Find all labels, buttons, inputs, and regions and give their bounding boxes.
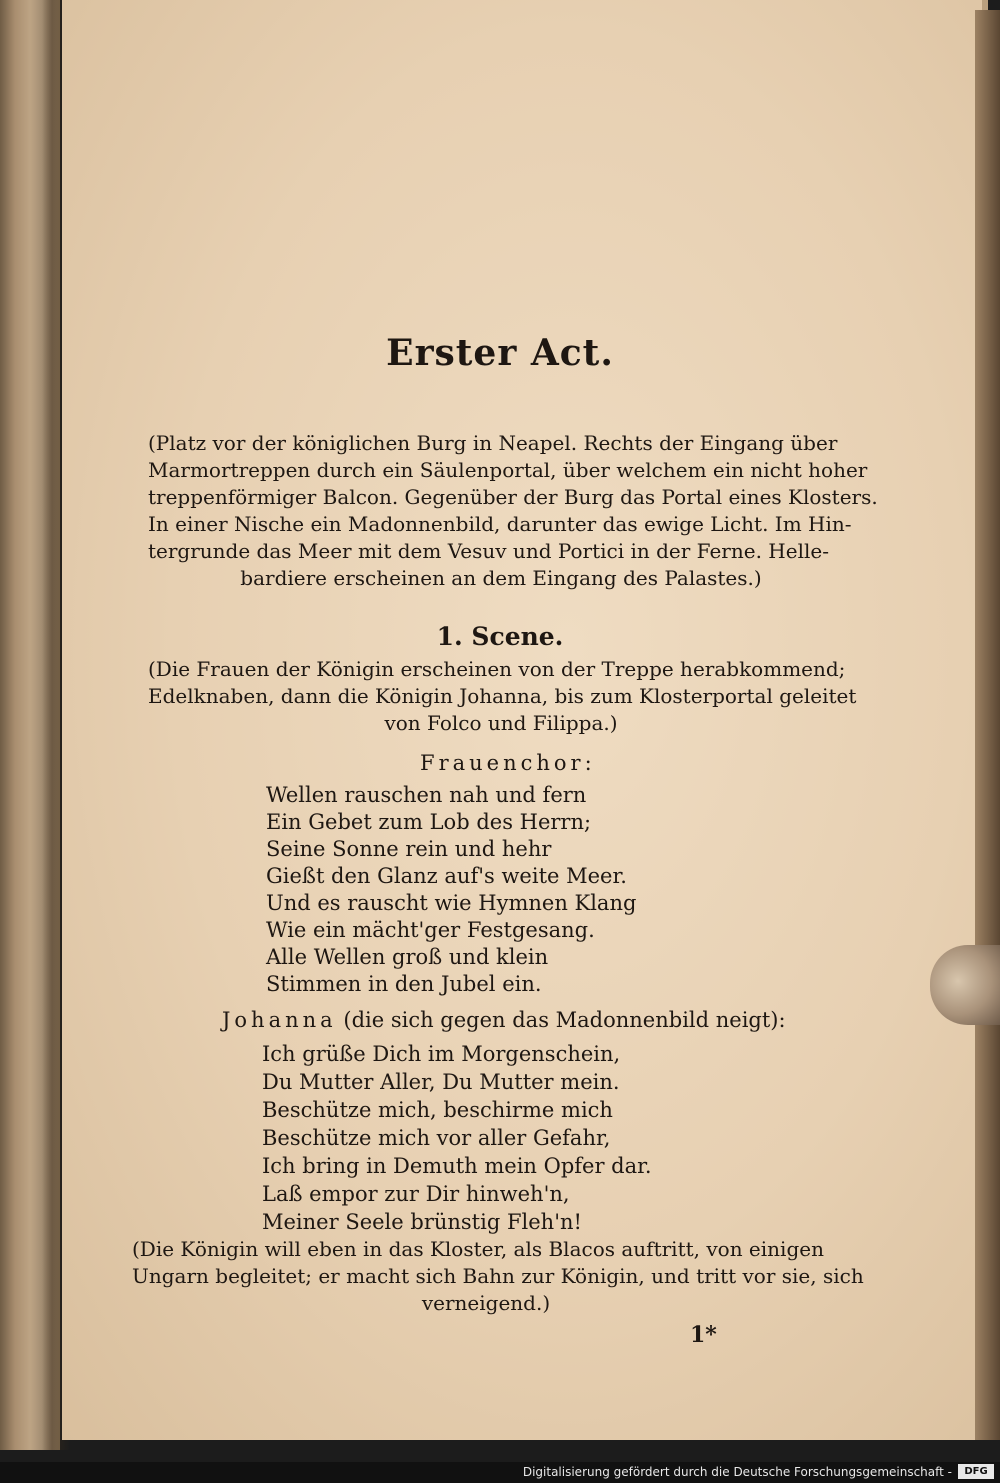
verse-line: Beschütze mich, beschirme mich	[262, 1098, 613, 1122]
stage-direction-setting	[148, 430, 878, 592]
text-line: verneigend.)	[421, 1291, 551, 1315]
footer-credit: Digitalisierung gefördert durch die Deutsche Forschungsgemeinschaft -	[522, 1465, 952, 1479]
stage-direction-blacos	[132, 1236, 864, 1317]
verse-line: Ich bring in Demuth mein Opfer dar.	[262, 1154, 652, 1178]
stage-direction-entrance	[148, 656, 857, 737]
verse-line: Laß empor zur Dir hinweh'n,	[262, 1182, 570, 1206]
right-page-edge	[975, 10, 1000, 1440]
text-line: Edelknaben, dann die Königin Johanna, bis zum Klosterportal geleitet	[148, 684, 857, 708]
text-line: treppenförmiger Balcon. Gegenüber der Burg das Portal eines Klosters.	[148, 485, 878, 509]
verse-line: Seine Sonne rein und hehr	[266, 837, 552, 861]
text-line: von Folco und Filippa.)	[384, 711, 618, 735]
verse-line: Wellen rauschen nah und fern	[266, 783, 587, 807]
text-line: bardiere erscheinen an dem Eingang des Palastes.)	[240, 566, 762, 590]
verse-frauenchor	[266, 782, 636, 998]
verse-line: Ein Gebet zum Lob des Herrn;	[266, 810, 592, 834]
verse-line: Alle Wellen groß und klein	[266, 945, 549, 969]
scene-heading: 1. Scene.	[436, 622, 564, 651]
text-line: Marmortreppen durch ein Säulenportal, über welchem ein nicht hoher	[148, 458, 868, 482]
verse-line: Wie ein mächt'ger Festgesang.	[266, 918, 595, 942]
text-line: (Platz vor der königlichen Burg in Neapel. Rechts der Eingang über	[148, 431, 838, 455]
verse-line: Meiner Seele brünstig Fleh'n!	[262, 1210, 582, 1234]
speaker-johanna	[222, 1008, 786, 1032]
text-line: (Die Königin will eben in das Kloster, als Blacos auftritt, von einigen	[132, 1237, 824, 1261]
verse-line: Und es rauscht wie Hymnen Klang	[266, 891, 637, 915]
verse-johanna	[262, 1040, 652, 1236]
dfg-logo-icon: DFG	[958, 1464, 994, 1479]
verse-line: Ich grüße Dich im Morgenschein,	[262, 1042, 621, 1066]
speaker-name: Johanna	[222, 1008, 337, 1032]
text-line: Ungarn begleitet; er macht sich Bahn zur Königin, und tritt vor sie, sich	[132, 1264, 864, 1288]
verse-line: Gießt den Glanz auf's weite Meer.	[266, 864, 627, 888]
text-line: tergrunde das Meer mit dem Vesuv und Portici in der Ferne. Helle-	[148, 539, 829, 563]
verse-line: Beschütze mich vor aller Gefahr,	[262, 1126, 611, 1150]
verse-line: Du Mutter Aller, Du Mutter mein.	[262, 1070, 620, 1094]
act-title: Erster Act.	[386, 332, 614, 374]
speaker-frauenchor: Frauenchor:	[420, 751, 596, 775]
text-line: In einer Nische ein Madonnenbild, darunter das ewige Licht. Im Hin-	[148, 512, 852, 536]
text-line: (Die Frauen der Königin erscheinen von der Treppe herabkommend;	[148, 657, 846, 681]
page-number: 1*	[690, 1322, 717, 1348]
bookmark-tab	[930, 945, 1000, 1025]
verse-line: Stimmen in den Jubel ein.	[266, 972, 542, 996]
speaker-direction: (die sich gegen das Madonnenbild neigt):	[343, 1008, 786, 1032]
